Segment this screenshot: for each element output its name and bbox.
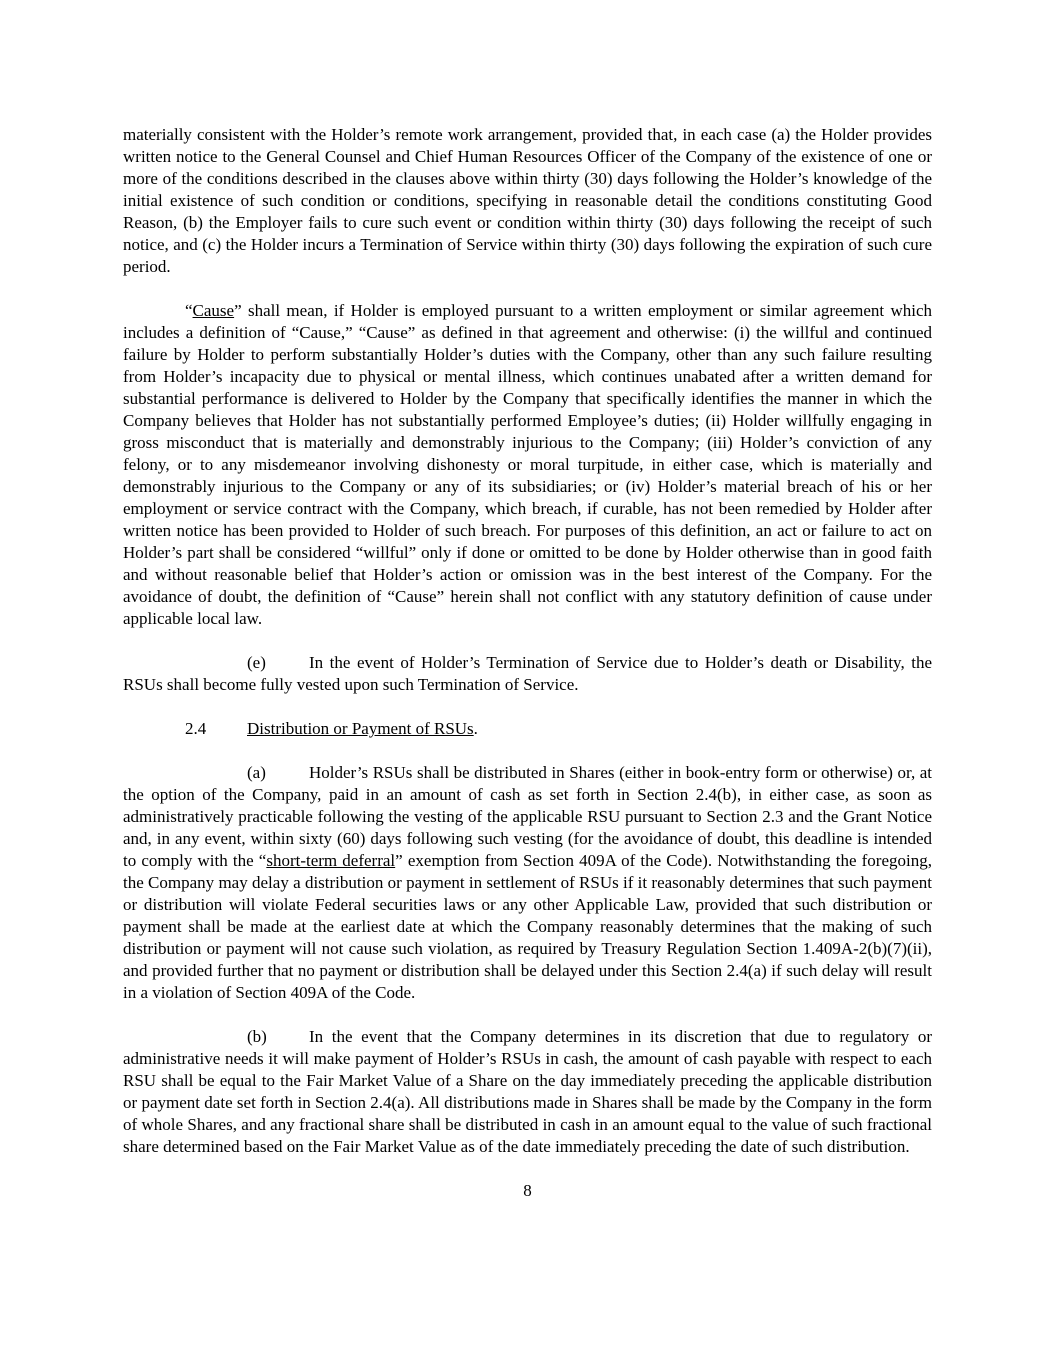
text-run: Holder’s RSUs shall be distributed in Shares (either in book-entry form or otherwise) or, at the option of the Company, paid in an amount of cash as set forth in Section 2.4(b), in either case, as soon as administratively practicable following the vesting of the applicable RSU pursuant to Section 2.3 and the Grant Notice and, in any event, within sixty (60) days following such vesting (for the avoidance of doubt, this deadline is intended to comply with the “ [123, 763, 932, 870]
paragraph-clause-b [123, 1026, 932, 1158]
section-title: Distribution or Payment of RSUs [247, 719, 474, 738]
paragraph-good-reason-continuation [123, 124, 932, 278]
section-number: 2.4 [185, 719, 207, 738]
clause-label-e: (e) [247, 653, 266, 672]
section-heading-2-4 [123, 718, 932, 740]
text-run: In the event of Holder’s Termination of Service due to Holder’s death or Disability, the RSUs shall become fully vested upon such Termination of Service. [123, 653, 932, 694]
clause-label-b: (b) [247, 1027, 267, 1046]
text-run: In the event that the Company determines in its discretion that due to regulatory or administrative needs it will make payment of Holder’s RSUs in cash, the amount of cash payable with respect to each RSU shall be equal to the Fair Market Value of a Share on the day immediately preceding the applicable distribution or payment date set forth in Section 2.4(a). All distributions made in Shares shall be made by the Company in the form of whole Shares, and any fractional share shall be distributed in cash in an amount equal to the value of such fractional share determined based on the Fair Market Value as of the date immediately preceding the date of such distribution. [123, 1027, 932, 1156]
defined-term-cause: Cause [192, 301, 235, 320]
text-run: ” exemption from Section 409A of the Code). Notwithstanding the foregoing, the Company may delay a distribution or payment in settlement of RSUs if it reasonably determines that such payment or distribution will violate Federal securities laws or any other Applicable Law, provided that such distribution or payment shall be made at the earliest date at which the Company reasonably determines that the making of such distribution or payment will not cause such violation, as required by Treasury Regulation Section 1.409A-2(b)(7)(ii), and provided further that no payment or distribution shall be delayed under this Section 2.4(a) if such delay will result in a violation of Section 409A of the Code. [123, 851, 932, 1002]
open-quote: “ [185, 301, 193, 320]
text-run: ” shall mean, if Holder is employed pursuant to a written employment or similar agreement which includes a definition of “Cause,” “Cause” as defined in that agreement and otherwise: (i) the willful and continued failure by Holder to perform substantially Holder’s duties with the Company, other than any such failure resulting from Holder’s incapacity due to physical or mental illness, which continues unabated after a written demand for substantial performance is delivered to Holder by the Company that specifically identifies the manner in which the Company believes that Holder has not substantially performed Employee’s duties; (ii) Holder willfully engaging in gross misconduct that is materially and demonstrably injurious to the Company; (iii) Holder’s conviction of any felony, or to any misdemeanor involving dishonesty or moral turpitude, in either case, which is materially and demonstrably injurious to the Company or any of its subsidiaries; or (iv) Holder’s material breach of his or her employment or service contract with the Company, which breach, if curable, has not been remedied by Holder after written notice has been provided to Holder of such breach. For purposes of this definition, an act or failure to act on Holder’s part shall be considered “willful” only if done or omitted to be done by Holder otherwise than in good faith and without reasonable belief that Holder’s action or omission was in the best interest of the Company. For the avoidance of doubt, the definition of “Cause” herein shall not conflict with any statutory definition of cause under applicable local law. [123, 301, 932, 628]
paragraph-clause-a [123, 762, 932, 1004]
section-title-period: . [473, 719, 478, 738]
text-run: materially consistent with the Holder’s remote work arrangement, provided that, in each case (a) the Holder provides written notice to the General Counsel and Chief Human Resources Officer of the Company of the existence of one or more of the conditions described in the clauses above within thirty (30) days following the Holder’s knowledge of the initial existence of such condition or conditions, specifying in reasonable detail the conditions constituting Good Reason, (b) the Employer fails to cure such event or condition within thirty (30) days following the receipt of such notice, and (c) the Holder incurs a Termination of Service within thirty (30) days following the expiration of such cure period. [123, 125, 932, 276]
defined-term-short-term-deferral: short-term deferral [266, 851, 396, 870]
page-number: 8 [523, 1181, 532, 1200]
paragraph-cause-definition [123, 300, 932, 630]
clause-label-a: (a) [247, 763, 266, 782]
paragraph-clause-e [123, 652, 932, 696]
